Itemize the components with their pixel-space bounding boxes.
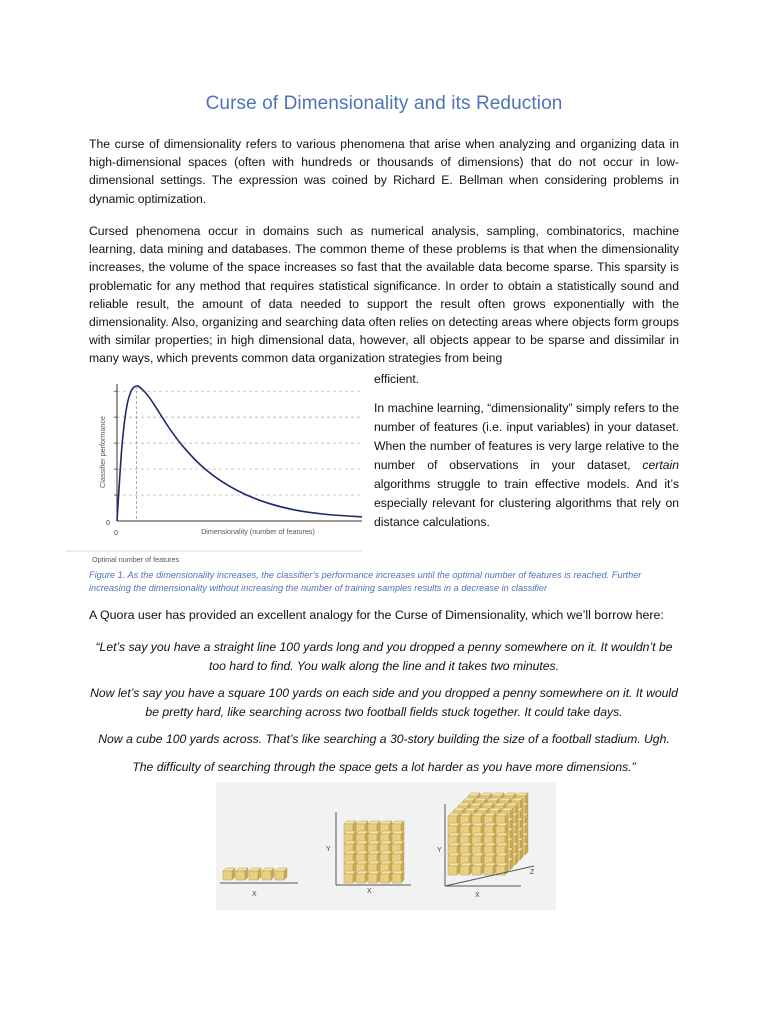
ml-text-before: In machine learning, “dimensionality” simply refers to the number of features (i.e. input variables) in your dataset. When the number of features is very large relative to the number of observations in your dataset,: [374, 401, 679, 472]
unit-box: [484, 863, 496, 875]
unit-box: [392, 871, 404, 883]
x-tick-label: 0: [114, 530, 118, 537]
performance-chart: [66, 376, 366, 566]
unit-box: [262, 868, 274, 880]
y-axis-label: Classifier performance: [98, 416, 107, 488]
quote-conclusion: The difficulty of searching through the space gets a lot harder as you have more dimensions.”: [132, 760, 636, 774]
unit-box: [275, 868, 287, 880]
three-dimension-group: [448, 793, 528, 875]
unit-box: [368, 871, 380, 883]
paragraph-machine-learning: [374, 399, 679, 532]
x-axis-label-1d: X: [252, 891, 257, 898]
quote-square: Now let’s say you have a square 100 yards on each side and you dropped a penny somewhere on it. It would be pretty hard, like searching across two football fields stuck together. It could take days.: [90, 686, 678, 719]
unit-box: [380, 871, 392, 883]
ml-text-emphasis: certain: [642, 458, 679, 472]
x-axis-label: Dimensionality (number of features): [201, 527, 315, 536]
paragraph-definition: The curse of dimensionality refers to various phenomena that arise when analyzing and organizing data in high-dimensional spaces (often with hundreds or thousands of dimensions) that do not occur in low-dimensional settings. The expression was coined by Richard E. Bellman when considering problems in dynamic optimization.: [89, 137, 679, 206]
two-dimension-group: [344, 821, 404, 883]
dimensions-cube-illustration: [216, 782, 556, 910]
unit-box: [472, 863, 484, 875]
figure-caption: Figure 1. As the dimensionality increases, the classifier’s performance increases until the optimal number of features is reached. Further increasing the dimensionality without increasing the number of training samples results in a decrease in classifier: [89, 570, 642, 593]
page-title: Curse of Dimensionality and its Reduction: [205, 93, 563, 114]
y-axis-label-2d: Y: [326, 846, 331, 853]
unit-box: [344, 871, 356, 883]
unit-box: [460, 863, 472, 875]
unit-box: [223, 868, 235, 880]
ml-text-after: algorithms struggle to train effective models. And it’s especially relevant for clustering algorithms that rely on distance calculations.: [374, 477, 679, 529]
quote-cube: Now a cube 100 yards across. That’s like searching a 30-story building the size of a football stadium. Ugh.: [98, 732, 670, 746]
one-dimension-group: [223, 868, 287, 880]
quote-line: “Let’s say you have a straight line 100 yards long and you dropped a penny somewhere on it. It wouldn’t be too hard to find. You walk along the line and it takes two minutes.: [95, 640, 673, 673]
chart-grid: [114, 391, 362, 495]
paragraph-phenomena: Cursed phenomena occur in domains such as numerical analysis, sampling, combinatorics, machine learning, data mining and databases. The common theme of these problems is that when the dimensionality increases, the volume of the space increases so fast that the available data become sparse. This sparsity is problematic for any method that requires statistical significance. In order to obtain a statistically sound and reliable result, the amount of data needed to support the result often grows exponentially with the dimensionality. Also, organizing and searching data often relies on detecting areas where objects form groups with similar properties; in high dimensional data, however, all objects appear to be sparse and dissimilar in many ways, which prevents common data organization strategies from being: [89, 224, 679, 366]
y-tick-label: 0: [106, 520, 110, 527]
unit-box: [448, 863, 460, 875]
unit-box: [249, 868, 261, 880]
x-axis-label-3d: X: [475, 892, 480, 899]
y-axis-label-3d: Y: [437, 847, 442, 854]
performance-curve: [117, 386, 362, 521]
x-axis-label-2d: X: [367, 888, 372, 895]
unit-box: [236, 868, 248, 880]
unit-box: [356, 871, 368, 883]
z-axis-label-3d: Z: [530, 869, 535, 876]
paragraph-phenomena-end: efficient.: [374, 372, 420, 386]
quora-intro: A Quora user has provided an excellent analogy for the Curse of Dimensionality, which we’ll borrow here:: [89, 608, 664, 622]
optimal-features-annotation: Optimal number of features: [92, 555, 180, 564]
